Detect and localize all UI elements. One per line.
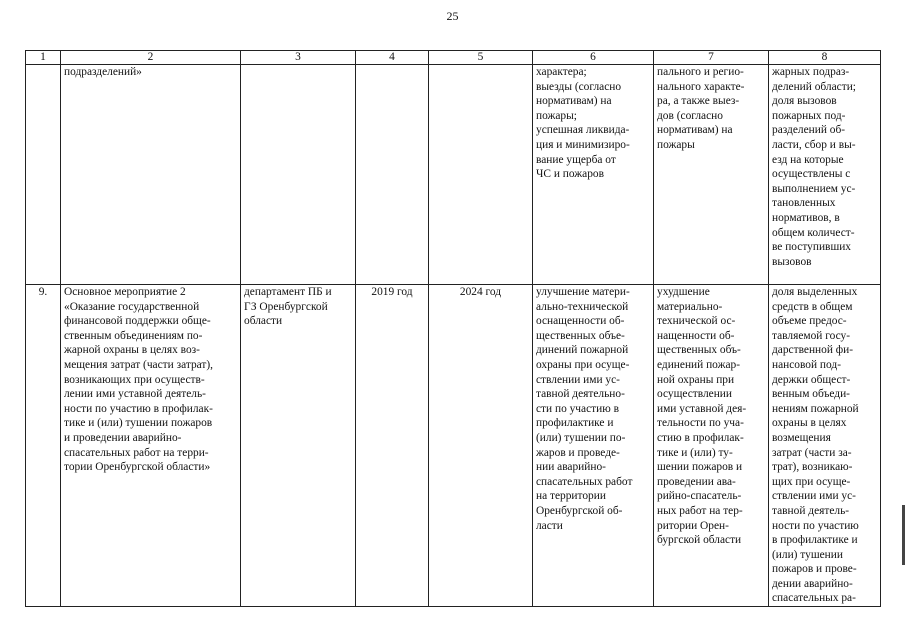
measure-name: подразделений» — [61, 65, 241, 285]
column-number-2: 2 — [61, 51, 241, 65]
table-row — [26, 285, 881, 607]
consequences: пального и регио- нального характе- ра, а также выез- дов (согласно нормативам) на пожары — [654, 65, 769, 285]
start-year — [356, 65, 429, 285]
page-number: 25 — [446, 9, 459, 23]
column-number-4: 4 — [356, 51, 429, 65]
column-number-8: 8 — [769, 51, 881, 65]
column-number-6: 6 — [533, 51, 654, 65]
indicators: жарных подраз- делений области; доля вызовов пожарных под- разделений об- ласти, сбор и вы- езд на которые осуществлены с выполнением ус- тановленных нормативов, в общем количест- ве поступивших вызовов — [769, 65, 881, 285]
end-year: 2024 год — [429, 285, 533, 607]
indicators: доля выделенных средств в общем объеме предос- тавляемой госу- дарственной фи- нансовой под- держки общест- венным объеди- нениям пожарной охраны в целях возмещения затрат (части за- трат), возникаю- щих при осуще- ствлении ими ус- тавной деятель- ности по участию в профилактике и (или) тушении пожаров и прове- дении аварийно- спасательных ра- — [769, 285, 881, 607]
end-year — [429, 65, 533, 285]
column-number-5: 5 — [429, 51, 533, 65]
executor — [241, 65, 356, 285]
row-number — [26, 65, 61, 285]
start-year: 2019 год — [356, 285, 429, 607]
executor: департамент ПБ и ГЗ Оренбургской области — [241, 285, 356, 607]
expected-result: улучшение матери- ально-технической оснащенности об- щественных объе- динений пожарной охраны при осуще- ствлении ими ус- тавной деятельно- сти по участию в профилактике и (или) тушении по- жаров и проведе- нии аварийно- спасательных работ на территории Оренбургской об- ласти — [533, 285, 654, 607]
measures-table — [25, 50, 881, 607]
column-number-row — [26, 51, 881, 65]
row-number: 9. — [26, 285, 61, 607]
column-number-1: 1 — [26, 51, 61, 65]
table-row — [26, 65, 881, 285]
consequences: ухудшение материально- технической ос- нащенности об- щественных объ- единений пожар- ной охраны при осуществлении ими уставной дея- тельности по уча- стию в профилак- тике и (или) ту- шении пожаров и проведении ава- рийно-спасатель- ных работ на тер- ритории Орен- бургской области — [654, 285, 769, 607]
column-number-3: 3 — [241, 51, 356, 65]
expected-result: характера; выезды (согласно нормативам) на пожары; успешная ликвида- ция и минимизиро- вание ущерба от ЧС и пожаров — [533, 65, 654, 285]
column-number-7: 7 — [654, 51, 769, 65]
measure-name: Основное мероприятие 2 «Оказание государственной финансовой поддержки обще- ственным объединениям по- жарной охраны в целях воз- мещения затрат (части затрат), возникающих при осуществ- лении ими уставной деятель- ности по участию в профилак- тике и (или) тушении пожаров и проведении аварийно- спасательных работ на терри- тории Оренбургской области» — [61, 285, 241, 607]
